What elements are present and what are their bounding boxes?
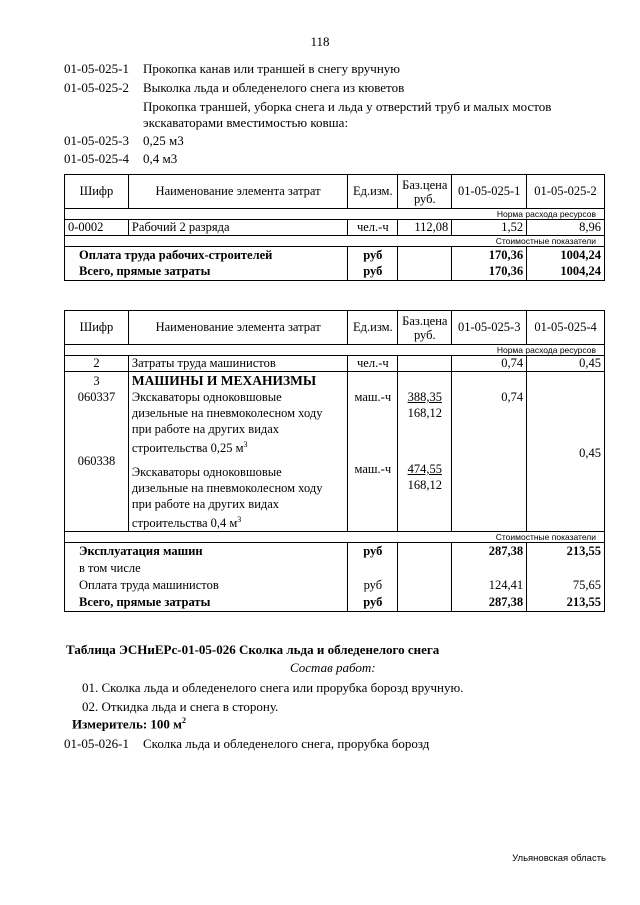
resource-table-1 xyxy=(64,174,605,281)
header-name: Наименование элемента затрат xyxy=(128,311,347,345)
resource-table-2 xyxy=(64,310,605,612)
header-price: Баз.цена руб. xyxy=(398,175,452,209)
page-number: 118 xyxy=(310,34,330,49)
header-unit: Ед.изм. xyxy=(348,175,398,209)
header-name: Наименование элемента затрат xyxy=(128,175,347,209)
table-title: Таблица ЭСНиЕРс-01-05-026 Сколка льда и обледенелого снега xyxy=(66,642,440,657)
header-code: Шифр xyxy=(65,311,129,345)
norm-label: Норма расхода ресурсов xyxy=(65,345,605,356)
header-col2: 01-05-025-4 xyxy=(527,311,605,345)
header-col2: 01-05-025-2 xyxy=(527,175,605,209)
table-row: Оплата труда рабочих-строителей руб 170,36 1004,24 xyxy=(65,247,605,264)
table-row: 0-0002 Рабочий 2 разряда чел.-ч 112,08 1,52 8,96 xyxy=(65,220,605,236)
section-title: МАШИНЫ И МЕХАНИЗМЫ xyxy=(131,373,317,388)
header-price: Баз.цена руб. xyxy=(398,311,452,345)
header-unit: Ед.изм. xyxy=(348,311,398,345)
table-row: 2 Затраты труда машинистов чел.-ч 0,74 0,45 xyxy=(65,356,605,372)
table-row: Всего, прямые затраты руб 170,36 1004,24 xyxy=(65,264,605,281)
machine-code: 060338 xyxy=(77,454,116,468)
machines-section: 3 060337 060338 МАШИНЫ И МЕХАНИЗМЫ Экскаваторы одноковшовые дизельные на пневмоколесном ходу при работе на других видах строительства 0,25 $м^3$ Экскаваторы одноковшовые дизельные на пневмоколесном ходу при работе на других видах строительства 0,4 $м^3$ маш.-ч маш.-ч 388,35 168,12 474,55 168,12 0,74 0,45 xyxy=(65,372,605,532)
header-col1: 01-05-025-3 xyxy=(452,311,527,345)
footer-region: Ульяновская область xyxy=(512,853,606,864)
cost-label: Стоимостные показатели xyxy=(65,236,605,247)
header-code: Шифр xyxy=(65,175,129,209)
norm-label: Норма расхода ресурсов xyxy=(65,209,605,220)
machine-code: 060337 xyxy=(77,390,116,404)
totals-block: Эксплуатация машин в том числе Оплата труда машинистов Всего, прямые затраты руб руб руб 287,38 124,41 287,38 213,55 75,65 213,55 xyxy=(65,543,605,612)
work-item: 01. Сколка льда и обледенелого снега или прорубка борозд вручную. xyxy=(82,680,464,695)
work-item: 02. Откидка льда и снега в сторону. xyxy=(82,699,279,714)
works-label: Состав работ: xyxy=(290,660,376,675)
cost-label: Стоимостные показатели xyxy=(65,532,605,543)
measure-unit: Измеритель: 100 $м^2$ xyxy=(72,716,187,732)
header-col1: 01-05-025-1 xyxy=(452,175,527,209)
